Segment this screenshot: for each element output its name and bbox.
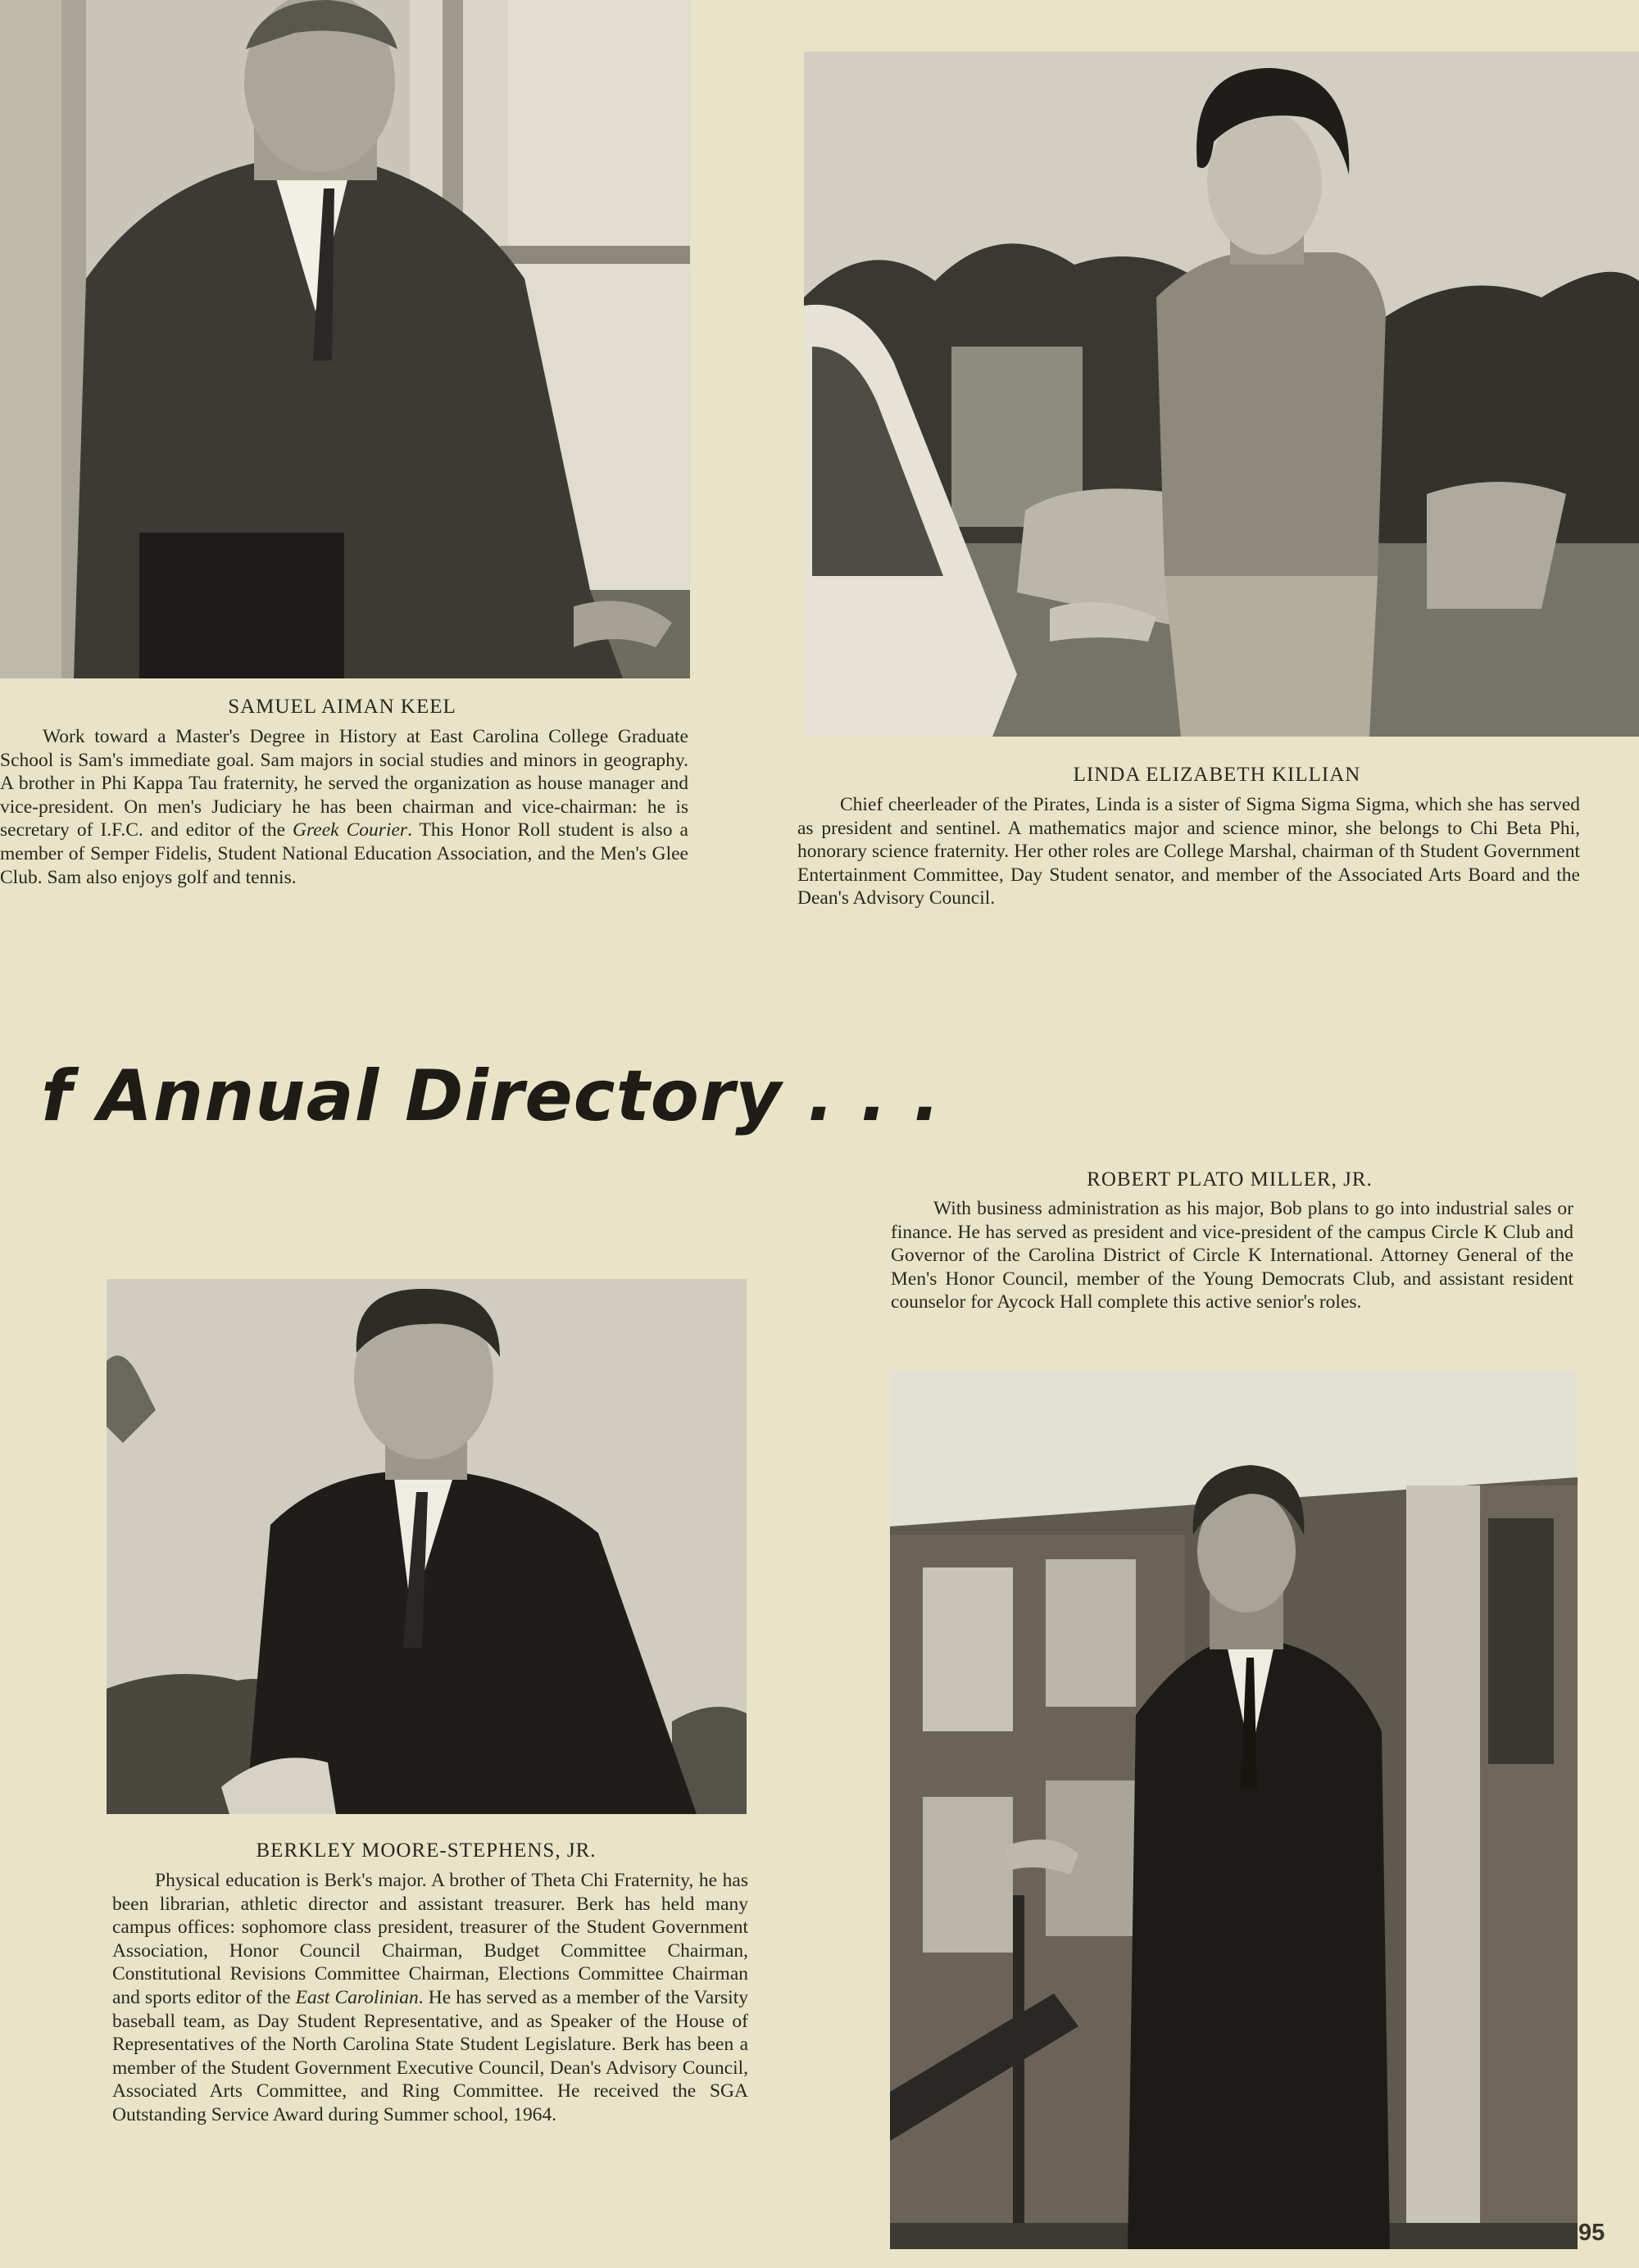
bio-keel-text: Work toward a Master's Degree in History at East Carolina College Graduate School is Sam's immediate goal. Sam majors in social studies and minors in geography. A brother in Phi Kappa Tau fraternity, he served the organization as house manager and vice-president. On men's Judiciary he has been chairman and vice-chairman: he is secretary of I.F.C. and editor of the [0,726,688,841]
bio-keel [0,725,688,889]
bio-killian: Chief cheerleader of the Pirates, Linda is a sister of Sigma Sigma Sigma, which she has served as president and sentinel. A mathematics major and science minor, she belongs to Chi Beta Phi, honorary science fraternity. Her other roles are College Marshal, chairman of th Student Government Entertainment Committee, Day Student senator, and member of the Associated Arts Board and the Dean's Advisory Council. [797,794,1580,909]
person-name-keel: SAMUEL AIMAN KEEL [228,696,456,718]
person-name-moore-stephens: BERKLEY MOORE-STEPHENS, JR. [256,1839,597,1862]
person-name-killian: LINDA ELIZABETH KILLIAN [1073,764,1361,786]
bio-moore-stephens-text-end: . He has served as a member of the Varsity baseball team, as Day Student Representative, and as Speaker of the House of Representatives of the North Carolina State Student Legislature. Berk has been a member of the Student Government Executive Council, Dean's Advisory Council, Associated Arts Committee, and Ring Committee. He received the SGA Outstanding Service Award during Summer school, 1964. [112,1986,748,2125]
bio-keel-publication: Greek Courier [293,819,408,841]
bio-keel-text-end: . This Honor Roll student is also a member of Semper Fidelis, Student National Education Association, and the Men's Glee Club. Sam also enjoys golf and tennis. [0,819,688,888]
person-name-miller: ROBERT PLATO MILLER, JR. [1087,1168,1373,1191]
portrait-photo-miller [890,1371,1578,2249]
bio-moore-stephens [112,1869,748,2127]
portrait-photo-keel [0,0,690,678]
bio-miller: With business administration as his major, Bob plans to go into industrial sales or finance. He has served as president and vice-president of the campus Circle K Club and Governor of the Carolina District of Circle K International. Attorney General of the Men's Honor Council, member of the Young Democrats Club, and assistant resident counselor for Aycock Hall complete this active senior's roles. [891,1198,1573,1313]
portrait-photo-killian [804,52,1639,737]
section-headline: f Annual Directory . . . [41,1055,942,1137]
bio-moore-stephens-text: Physical education is Berk's major. A brother of Theta Chi Fraternity, he has been librarian, athletic director and assistant treasurer. Berk has held many campus offices: sophomore class president, treasurer of the Student Government Association, Honor Council Chairman, Budget Committee Chairman, Constitutional Revisions Committee Chairman, Elections Committee Chairman and sports editor of the [112,1870,748,2008]
page-number: 95 [1578,2220,1605,2246]
bio-moore-stephens-publication: East Carolinian [295,1986,419,2008]
portrait-photo-moore-stephens [107,1279,747,1814]
